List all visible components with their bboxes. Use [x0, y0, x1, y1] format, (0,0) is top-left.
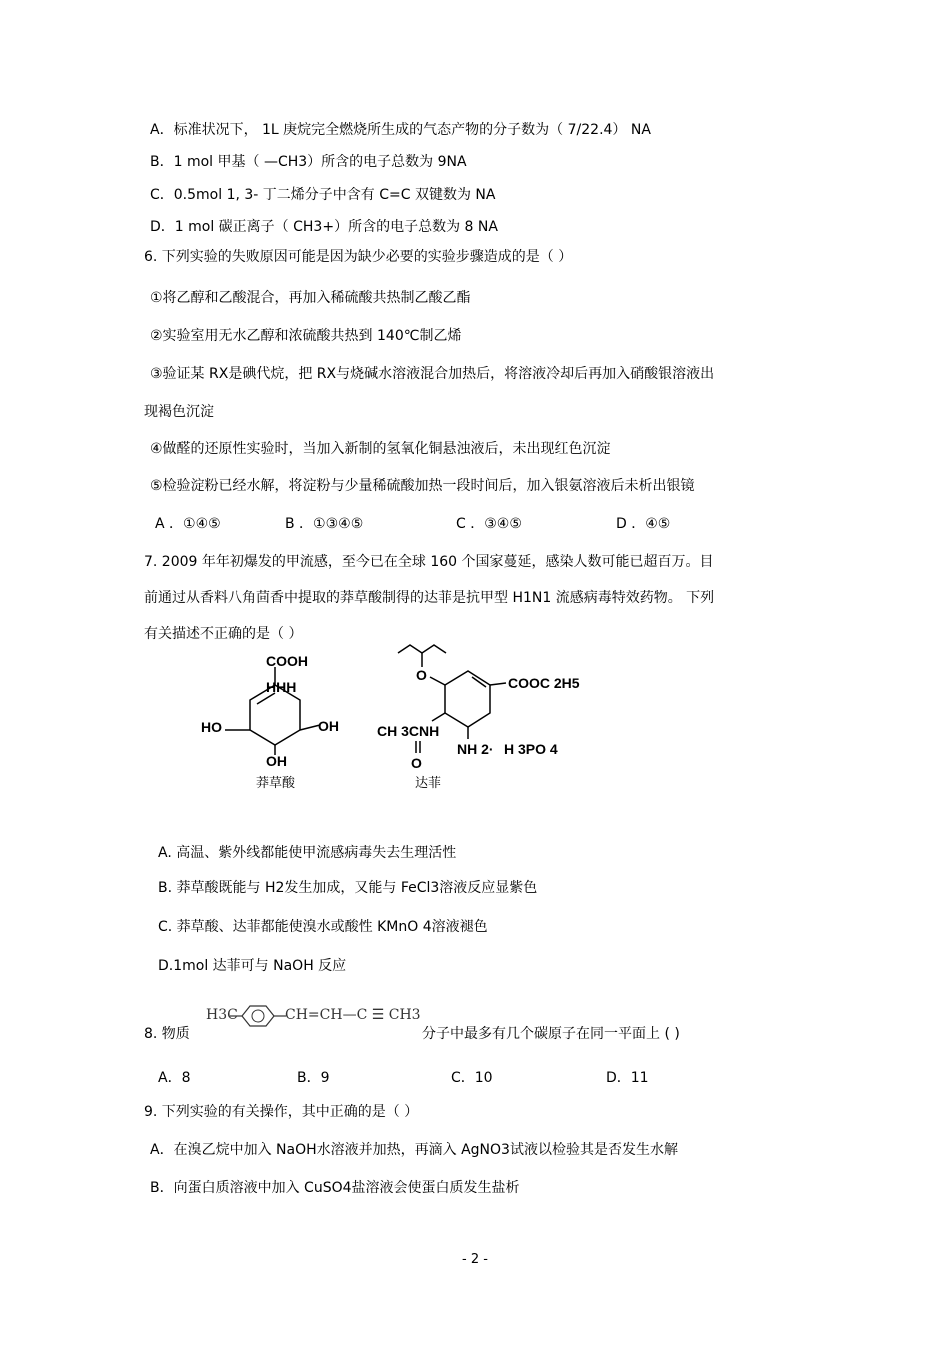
q9-option-b: B．向蛋白质溶液中加入 CuSO4盐溶液会使蛋白质发生盐析 — [150, 1180, 520, 1196]
mol2-h3po4-label: H 3PO 4 — [504, 741, 558, 757]
q6-item-3: ③验证某 RX是碘代烷，把 RX与烧碱水溶液混合加热后，将溶液冷却后再加入硝酸银溶液出 — [150, 366, 715, 382]
q8-chain-label: CH=CH—C ☰ CH3 — [285, 1007, 421, 1023]
mol2-carbonyl-o-label: O — [411, 755, 422, 771]
q5-option-a: A．标准状况下， 1L 庚烷完全燃烧所生成的气态产物的分子数为（ 7/22.4） NA — [150, 122, 651, 138]
q8-option-c: C．10 — [451, 1070, 493, 1086]
mol1-name: 莽草酸 — [256, 776, 296, 791]
q8-option-a: A．8 — [158, 1070, 191, 1086]
q8-benzene-ring — [230, 1003, 290, 1033]
q6-item-5: ⑤检验淀粉已经水解，将淀粉与少量稀硫酸加热一段时间后，加入银氨溶液后未析出银镜 — [150, 478, 695, 494]
page-number: - 2 - — [462, 1252, 488, 1267]
mol2-ch3cnh-label: CH 3CNH — [377, 723, 440, 739]
mol2-cooc2h5-label: COOC 2H5 — [508, 675, 580, 691]
mol1-oh-right-label: OH — [318, 718, 339, 734]
q6-item-3-cont: 现褐色沉淀 — [144, 404, 214, 420]
q7-stem-line-3: 有关描述不正确的是（ ） — [144, 626, 303, 642]
q6-item-4: ④做醛的还原性实验时，当加入新制的氢氧化铜悬浊液后，未出现红色沉淀 — [150, 441, 611, 457]
tamiflu-structure — [390, 635, 520, 765]
q6-option-d: D ．④⑤ — [616, 516, 671, 532]
q5-option-d: D．1 mol 碳正离子（ CH3+）所含的电子总数为 8 NA — [150, 219, 498, 235]
mol1-oh-bottom-label: OH — [266, 753, 287, 769]
q8-option-d: D．11 — [606, 1070, 649, 1086]
q7-stem-line-2: 前通过从香料八角茴香中提取的莽草酸制得的达菲是抗甲型 H1N1 流感病毒特效药物。 下列 — [144, 590, 715, 606]
q7-option-d: D.1mol 达菲可与 NaOH 反应 — [158, 958, 347, 974]
mol1-hhh-label: HHH — [266, 679, 297, 695]
q7-option-c: C. 莽草酸、达菲都能使溴水或酸性 KMnO 4溶液褪色 — [158, 919, 488, 935]
q8-stem-prefix: 8. 物质 — [144, 1026, 190, 1042]
q6-option-c: C ．③④⑤ — [456, 516, 522, 532]
q9-stem: 9. 下列实验的有关操作，其中正确的是（ ） — [144, 1104, 419, 1120]
q8-h3c-label: H3C — [206, 1007, 238, 1023]
q5-option-b: B．1 mol 甲基（ —CH3）所含的电子总数为 9NA — [150, 154, 467, 170]
q6-option-a: A ．①④⑤ — [155, 516, 221, 532]
q6-item-1: ①将乙醇和乙酸混合，再加入稀硫酸共热制乙酸乙酯 — [150, 290, 471, 306]
q5-option-c: C．0.5mol 1, 3- 丁二烯分子中含有 C=C 双键数为 NA — [150, 187, 496, 203]
mol2-ether-o-label: O — [416, 667, 427, 683]
mol2-nh2-label: NH 2· — [457, 741, 494, 757]
q7-option-a: A. 高温、紫外线都能使甲流感病毒失去生理活性 — [158, 845, 457, 861]
mol2-name: 达菲 — [415, 776, 442, 791]
q8-option-b: B．9 — [297, 1070, 330, 1086]
q9-option-a: A．在溴乙烷中加入 NaOH水溶液并加热，再滴入 AgNO3试液以检验其是否发生水解 — [150, 1142, 678, 1158]
q6-item-2: ②实验室用无水乙醇和浓硫酸共热到 140℃制乙烯 — [150, 328, 462, 344]
q6-stem: 6. 下列实验的失败原因可能是因为缺少必要的实验步骤造成的是（ ） — [144, 249, 573, 265]
q7-option-b: B. 莽草酸既能与 H2发生加成，又能与 FeCl3溶液反应显紫色 — [158, 880, 538, 896]
q8-stem-suffix: 分子中最多有几个碳原子在同一平面上 ( ) — [422, 1026, 680, 1042]
mol1-cooh-label: COOH — [266, 653, 308, 669]
mol1-ho-label: HO — [201, 719, 222, 735]
q6-option-b: B ．①③④⑤ — [285, 516, 364, 532]
q7-stem-line-1: 7. 2009 年年初爆发的甲流感，至今已在全球 160 个国家蔓延，感染人数可能已超百万。目 — [144, 554, 714, 570]
